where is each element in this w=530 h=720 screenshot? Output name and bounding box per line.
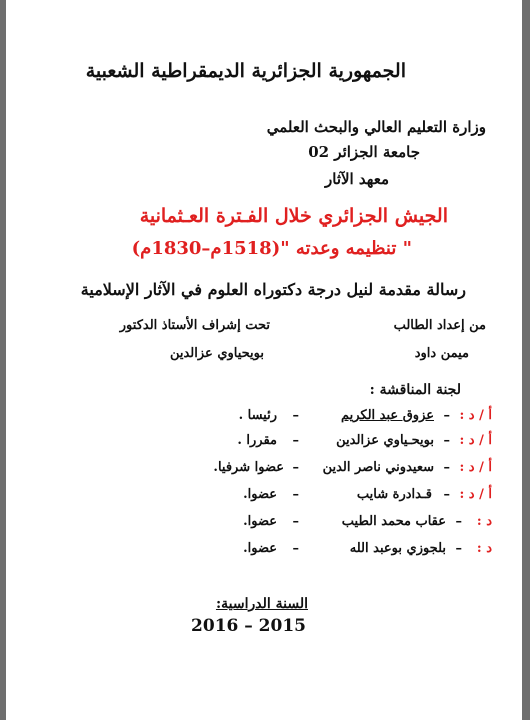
dash: – bbox=[443, 460, 450, 475]
member-name: عقاب محمد الطيب bbox=[341, 514, 446, 529]
member-name: قـدادرة شايب bbox=[356, 487, 432, 502]
member-degree: أ / د : bbox=[459, 487, 492, 502]
member-role: عضوا شرفيا. bbox=[213, 460, 284, 475]
member-role: عضوا. bbox=[243, 541, 277, 556]
member-name: بويحـياوي عزالدين bbox=[336, 433, 434, 448]
dash: – bbox=[292, 541, 299, 556]
dash: – bbox=[292, 460, 299, 475]
committee-member bbox=[132, 433, 492, 457]
member-role: عضوا. bbox=[243, 487, 277, 502]
committee-member bbox=[132, 541, 492, 565]
member-role: مقررا . bbox=[237, 433, 277, 448]
dash: – bbox=[455, 514, 462, 529]
member-name: بلجوزي بوعبد الله bbox=[349, 541, 446, 556]
member-name: عزوق عبد الكريم bbox=[340, 408, 434, 423]
prepared-by-label: من إعداد الطالب bbox=[393, 318, 486, 333]
member-role: عضوا. bbox=[243, 514, 277, 529]
supervisor-label: تحت إشراف الأستاذ الدكتور bbox=[119, 318, 270, 333]
thesis-title-line2: " تنظيمه وعدته "(1518م–1830م) bbox=[131, 238, 412, 259]
member-name: سعيدوني ناصر الدين bbox=[322, 460, 434, 475]
ministry-heading: وزارة التعليم العالي والبحث العلمي bbox=[266, 118, 486, 136]
thesis-cover-page bbox=[6, 0, 522, 720]
member-degree: د : bbox=[476, 541, 492, 556]
institute-heading: معهد الآثار bbox=[325, 170, 389, 188]
dash: – bbox=[455, 541, 462, 556]
member-degree: أ / د : bbox=[459, 460, 492, 475]
university-heading: جامعة الجزائر 02 bbox=[308, 143, 420, 161]
member-degree: أ / د : bbox=[459, 408, 492, 423]
member-degree: أ / د : bbox=[459, 433, 492, 448]
dash: – bbox=[443, 433, 450, 448]
committee-member bbox=[132, 460, 492, 484]
member-degree: د : bbox=[476, 514, 492, 529]
committee-member bbox=[132, 487, 492, 511]
page-right-border bbox=[522, 0, 530, 720]
committee-member bbox=[132, 514, 492, 538]
thesis-title-line1: الجيش الجزائري خلال الفـترة العـثمانية bbox=[139, 205, 448, 227]
committee-label: لجنة المناقشة : bbox=[369, 382, 461, 398]
supervisor-name: بويحياوي عزالدين bbox=[169, 346, 264, 361]
dash: – bbox=[443, 487, 450, 502]
student-name: ميمن داود bbox=[414, 346, 469, 361]
dash: – bbox=[292, 408, 299, 423]
member-role: رئيسا . bbox=[238, 408, 277, 423]
dash: – bbox=[292, 433, 299, 448]
republic-heading: الجمهورية الجزائرية الديمقراطية الشعبية bbox=[85, 60, 406, 82]
thesis-description: رسالة مقدمة لنيل درجة دكتوراه العلوم في الآثار الإسلامية bbox=[80, 280, 466, 299]
dash: – bbox=[292, 487, 299, 502]
academic-year-value: 2016 – 2015 bbox=[191, 616, 306, 636]
academic-year-label: السنة الدراسية: bbox=[215, 596, 308, 612]
dash: – bbox=[292, 514, 299, 529]
committee-member bbox=[132, 408, 492, 432]
dash: – bbox=[443, 408, 450, 423]
